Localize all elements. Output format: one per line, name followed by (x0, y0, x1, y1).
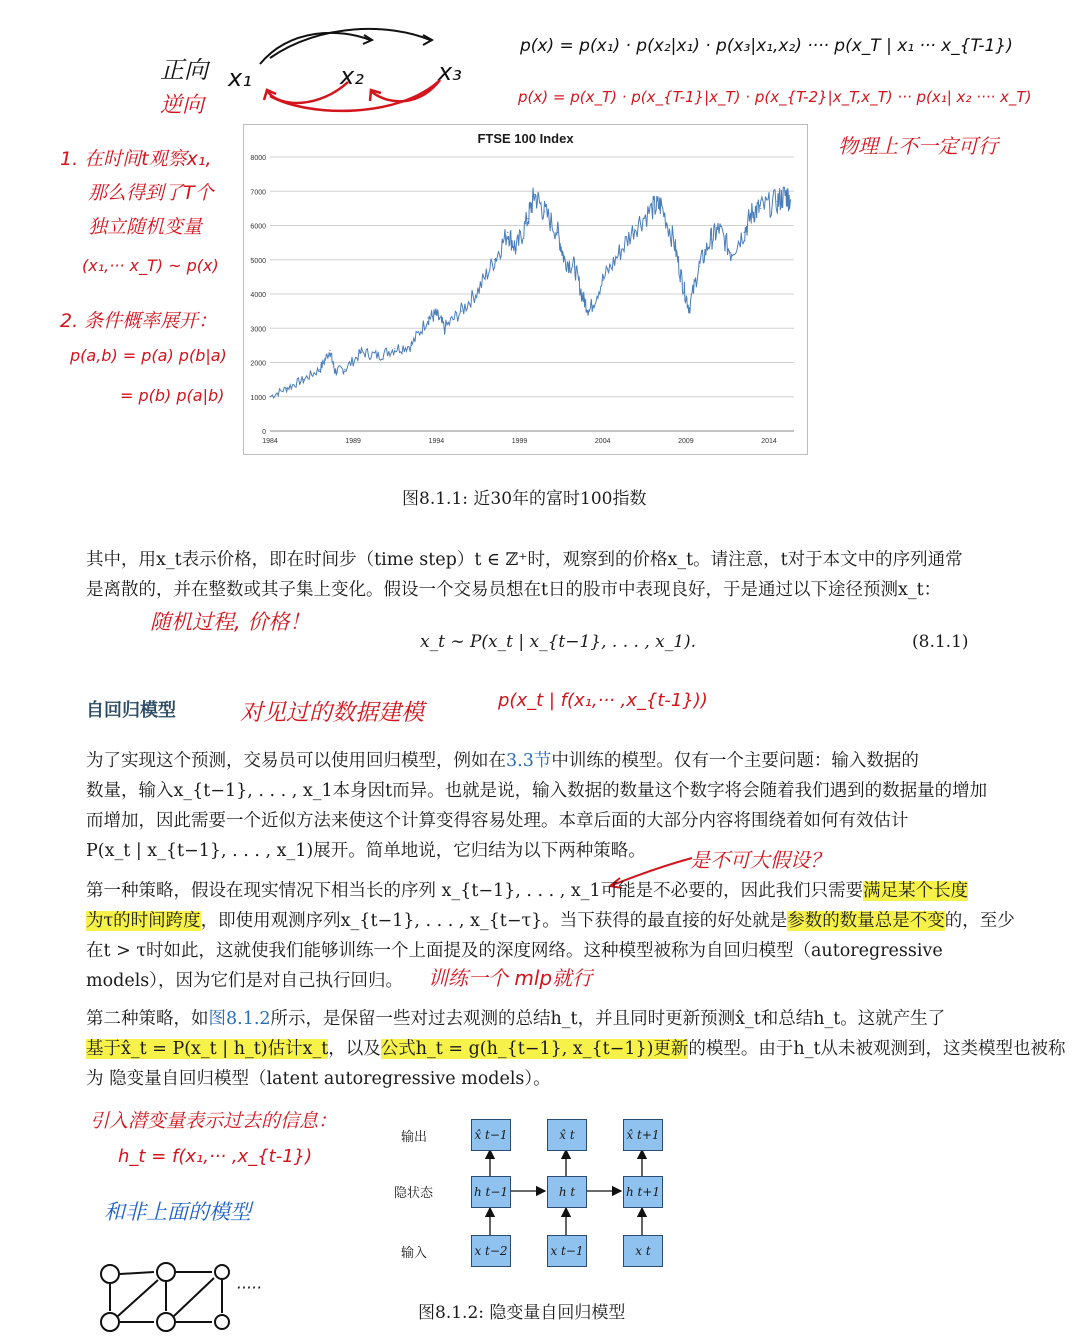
chart-data-point (516, 249, 517, 250)
paragraph-4-line-2b: 的模型。由于h_t从未被观测到，这类模型也被称 (688, 1039, 1066, 1059)
chart-data-point (444, 328, 445, 329)
handwritten-physics-note: 物理上不一定可行 (838, 134, 998, 158)
handwritten-model-past: 对见过的数据建模 (240, 700, 424, 726)
rnn-hidden-3: h t+1 (623, 1176, 663, 1208)
chart-data-point (394, 348, 395, 349)
paragraph-3-line-1a: 第一种策略，假设在现实情况下相当长的序列 x_{t−1}, . . . , x_1可能是不必要的，因此我们只需要 (86, 881, 864, 901)
chart-data-point (635, 225, 636, 226)
chart-data-point (619, 252, 620, 253)
handwritten-forward: 正向 (160, 56, 208, 84)
chart-y-tick-label: 4000 (250, 292, 266, 299)
section-heading: 自回归模型 (86, 700, 176, 721)
chart-title: FTSE 100 Index (477, 131, 574, 146)
handwritten-formula-forward: p(x) = p(x₁) · p(x₂|x₁) · p(x₃|x₁,x₂) ···· p(x_T | x₁ ··· x_{T-1}) (520, 36, 1013, 56)
handwritten-note2-line3: = p(b) p(a|b) (120, 386, 225, 405)
chart-data-point (507, 232, 508, 233)
figure-8-1-2-link[interactable]: 图8.1.2 (208, 1009, 271, 1029)
chart-data-point (602, 280, 603, 281)
chart-data-point (752, 211, 753, 212)
handwritten-model-formula: p(x_t | f(x₁,··· ,x_{t-1})) (498, 690, 708, 711)
chart-data-point (334, 370, 335, 371)
handwritten-graph (92, 1256, 272, 1340)
chart-data-point (544, 211, 545, 212)
handwritten-note2-line2: p(a,b) = p(a) p(b|a) (70, 346, 227, 365)
chart-data-point (494, 259, 495, 260)
handwritten-note1-line3: 独立随机变量 (88, 216, 203, 238)
paragraph-1-line-1: 其中，用x_t表示价格，即在时间步（time step）t ∈ ℤ⁺时，观察到的价格x_t。请注意，t对于本文中的序列通常 (86, 550, 963, 570)
chart-data-point (411, 345, 412, 346)
chart-data-point (286, 388, 287, 389)
paragraph-3-line-4: models），因为它们是对自己执行回归。 (86, 971, 404, 991)
handwritten-note1-line4: (x₁,··· x_T) ~ p(x) (82, 256, 219, 275)
highlight-fixed-length: 满足某个长度 (863, 881, 969, 901)
chart-series-line (270, 187, 791, 398)
paragraph-4-line-1b: 所示，是保留一些对过去观测的总结h_t，并且同时更新预测x̂_t和总结h_t。这就产生了 (270, 1009, 946, 1029)
chart-data-point (777, 201, 778, 202)
chart-data-point (790, 199, 791, 200)
chart-x-tick-label: 1999 (511, 438, 528, 445)
paragraph-4 (86, 1004, 1066, 1094)
chart-y-tick-label: 5000 (250, 257, 266, 265)
chart-data-point (743, 232, 744, 233)
paragraph-1 (86, 545, 966, 605)
highlight-time-span: 为τ的时间跨度 (86, 911, 201, 931)
chart-data-point (534, 194, 535, 195)
rnn-input-1: x t−2 (471, 1235, 511, 1267)
handwritten-latent-line3: 和非上面的模型 (104, 1200, 251, 1224)
rnn-output-2: x̂ t (547, 1119, 587, 1151)
paragraph-2-line-4: P(x_t | x_{t−1}, . . . , x_1)展开。简单地说，它归结为以下两种策略。 (86, 841, 646, 861)
paragraph-3-line-2a: ，即使用观测序列x_{t−1}, . . . , x_{t−τ}。当下获得的最直接的好处就是 (200, 911, 788, 931)
chart-data-point (564, 259, 565, 260)
paragraph-3-line-2b: 的，至少 (944, 911, 1015, 931)
chart-data-point (303, 379, 304, 380)
chart-data-point (674, 242, 675, 243)
chart-data-point (461, 311, 462, 312)
rnn-output-1: x̂ t−1 (471, 1119, 511, 1151)
handwritten-backward: 逆向 (160, 93, 205, 118)
paragraph-4-line-1a: 第二种策略，如 (86, 1009, 209, 1029)
rnn-hidden-2: h t (547, 1176, 587, 1208)
chart-data-point (689, 307, 690, 308)
rnn-input-2: x t−1 (547, 1235, 587, 1267)
rnn-hidden-1: h t−1 (471, 1176, 511, 1208)
handwritten-x3: x₃ (438, 58, 462, 86)
highlight-constant-params: 参数的数量总是不变 (787, 911, 945, 931)
chart-x-tick-label: 2009 (678, 438, 694, 445)
handwritten-mlp-note: 训练一个 mlp就行 (428, 966, 593, 990)
chart-y-tick-label: 6000 (250, 223, 266, 231)
chart-x-tick-label: 1994 (428, 438, 445, 445)
chart-x-tick-label: 2004 (594, 438, 611, 445)
equation-8-1-1: x_t ∼ P(x_t | x_{t−1}, . . . , x_1). (420, 632, 697, 652)
chart-data-point (730, 252, 731, 253)
chart-y-tick-label: 7000 (250, 189, 266, 197)
chart-data-point (682, 283, 683, 284)
ftse-chart (244, 125, 807, 454)
rnn-label-hidden: 隐状态 (394, 1186, 434, 1201)
chart-data-point (344, 369, 345, 370)
paragraph-1-line-2: 是离散的，并在整数或其子集上变化。假设一个交易员想在t日的股市中表现良好，于是通过以下途径预测x_t： (86, 580, 942, 600)
chart-data-point (477, 290, 478, 291)
paragraph-4-line-2a: ，以及 (328, 1039, 381, 1059)
chart-data-point (557, 232, 558, 233)
chart-y-tick-label: 3000 (250, 326, 266, 334)
rnn-input-3: x t (623, 1235, 663, 1267)
paragraph-2 (86, 746, 988, 866)
handwritten-big-assumption: 是不可大假设？ (690, 848, 830, 872)
chart-x-tick-label: 1984 (262, 438, 278, 445)
paragraph-4-line-3: 为 隐变量自回归模型（latent autoregressive models）。 (86, 1069, 551, 1089)
chart-data-point (710, 239, 711, 240)
handwritten-random-process: 随机过程, 价格！ (150, 610, 311, 634)
chart-data-point (527, 218, 528, 219)
chart-y-tick-label: 0 (262, 429, 266, 436)
chart-data-point (269, 396, 270, 397)
chart-data-point (319, 369, 320, 370)
chart-y-tick-label: 1000 (250, 394, 266, 402)
handwritten-note2-line1: 2. 条件概率展开： (60, 310, 218, 332)
chart-y-tick-label: 8000 (250, 155, 266, 162)
figure-2-caption: 图8.1.2: 隐变量自回归模型 (418, 1303, 626, 1323)
highlight-update-formula: 公式h_t = g(h_{t−1}, x_{t−1})更新 (380, 1039, 689, 1059)
chart-data-point (699, 266, 700, 267)
handwritten-graph-dots: ····· (236, 1278, 262, 1297)
handwritten-latent-line2: h_t = f(x₁,··· ,x_{t-1}) (118, 1146, 313, 1167)
handwritten-note1-line2: 那么得到了T个 (88, 182, 214, 204)
chart-data-point (785, 194, 786, 195)
handwritten-note1-line1: 1. 在时间t观察x₁, (60, 148, 212, 170)
rnn-output-3: x̂ t+1 (623, 1119, 663, 1151)
paragraph-2-line-2: 数量，输入x_{t−1}, . . . , x_1本身因t而异。也就是说，输入数据的数量这个数字将会随着我们遇到的数据量的增加 (86, 781, 988, 801)
chart-data-point (660, 204, 661, 205)
chart-y-tick-label: 2000 (250, 360, 266, 368)
handwritten-formula-backward: p(x) = p(x_T) · p(x_{T-1}|x_T) · p(x_{T-2}|x_T,x_T) ··· p(x₁| x₂ ···· x_T) (518, 88, 1032, 106)
paragraph-2-line-3: 而增加，因此需要一个近似方法来使这个计算变得容易处理。本章后面的大部分内容将围绕着如何有效估计 (86, 811, 909, 831)
highlight-estimate: 基于x̂_t = P(x_t | h_t)估计x_t (86, 1039, 329, 1059)
figure-1-caption: 图8.1.1: 近30年的富时100指数 (402, 489, 647, 509)
chart-x-tick-label: 2014 (761, 438, 777, 445)
chart-data-point (361, 352, 362, 353)
equation-number: (8.1.1) (912, 632, 969, 652)
chart-data-point (574, 266, 575, 267)
chart-x-tick-label: 1989 (345, 438, 361, 445)
handwritten-latent-line1: 引入潜变量表示过去的信息： (90, 1110, 338, 1132)
rnn-label-input: 输入 (401, 1246, 428, 1261)
chart-data-point (427, 317, 428, 318)
section-3-3-link[interactable]: 3.3节 (506, 751, 552, 771)
handwritten-arrows (230, 18, 470, 118)
handwritten-x2: x₂ (340, 62, 364, 90)
chart-data-point (436, 314, 437, 315)
chart-data-point (719, 228, 720, 229)
chart-data-point (378, 355, 379, 356)
paragraph-3-line-3: 在t > τ时如此，这就使我们能够训练一个上面提及的深度网络。这种模型被称为自回归模型（autoregressive (86, 941, 943, 961)
paragraph-2-line-1a: 为了实现这个预测，交易员可以使用回归模型，例如在 (86, 751, 506, 771)
chart-data-point (760, 208, 761, 209)
chart-data-point (652, 208, 653, 209)
paragraph-2-line-1b: 中训练的模型。仅有一个主要问题：输入数据的 (551, 751, 919, 771)
rnn-label-output: 输出 (401, 1130, 428, 1145)
chart-data-point (589, 311, 590, 312)
ftse-chart-frame (243, 124, 808, 455)
handwritten-x1: x₁ (228, 64, 252, 92)
chart-data-point (582, 297, 583, 298)
chart-data-point (329, 350, 330, 351)
